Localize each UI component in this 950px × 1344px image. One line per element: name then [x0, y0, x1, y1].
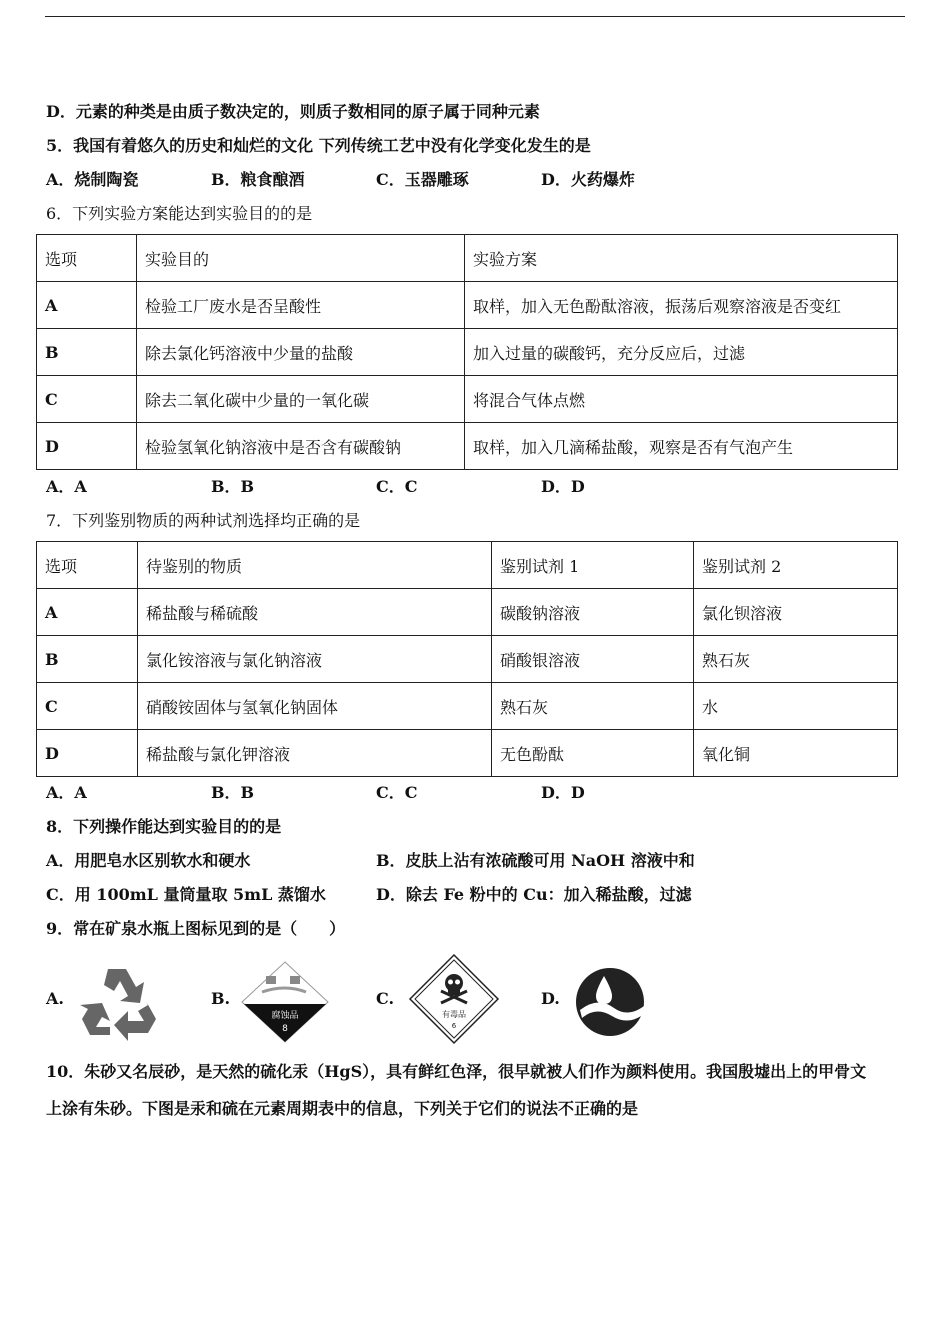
table-cell: C: [37, 683, 138, 730]
table-row: [37, 329, 898, 376]
table-cell: B: [37, 636, 138, 683]
toxic-icon: [408, 953, 500, 1045]
table-cell: D: [37, 730, 138, 777]
corrosive-icon: [240, 960, 330, 1044]
table-cell: 稀盐酸与氯化钾溶液: [138, 730, 492, 777]
table-cell: C: [37, 376, 137, 423]
table-header-cell: 实验方案: [465, 235, 898, 282]
q7-option-d: D．D: [541, 783, 585, 802]
q7-stem: 7．下列鉴别物质的两种试剂选择均正确的是: [46, 511, 361, 530]
q6-option-a: A．A: [46, 477, 87, 496]
table-cell: 除去二氧化碳中少量的一氧化碳: [137, 376, 465, 423]
q9-label-a: A.: [46, 989, 64, 1008]
q9-label-c: C.: [376, 989, 395, 1008]
q4-option-d: D．元素的种类是由质子数决定的，则质子数相同的原子属于同种元素: [46, 102, 540, 121]
q8-option-d: D．除去 Fe 粉中的 Cu：加入稀盐酸，过滤: [376, 885, 692, 904]
q5-stem: 5．我国有着悠久的历史和灿烂的文化 下列传统工艺中没有化学变化发生的是: [46, 136, 591, 155]
table-row: [37, 683, 898, 730]
toxic-text: 有毒品: [442, 1010, 466, 1019]
table-cell: 氧化铜: [694, 730, 898, 777]
table-cell: 取样，加入几滴稀盐酸，观察是否有气泡产生: [465, 423, 898, 470]
q9-label-d: D.: [541, 989, 560, 1008]
table-cell: 无色酚酞: [492, 730, 694, 777]
q6-table: [36, 234, 898, 470]
table-cell: 硝酸银溶液: [492, 636, 694, 683]
q9-label-b: B.: [211, 989, 231, 1008]
table-row: [37, 589, 898, 636]
q6-option-b: B．B: [211, 477, 255, 496]
table-header-cell: 鉴别试剂 2: [694, 542, 898, 589]
table-header-cell: 选项: [37, 235, 137, 282]
q5-option-c: C．玉器雕琢: [376, 170, 469, 189]
q7-option-c: C．C: [376, 783, 418, 802]
q7-option-a: A．A: [46, 783, 87, 802]
q5-option-d: D．火药爆炸: [541, 170, 635, 189]
table-row: [37, 282, 898, 329]
q8-option-c: C．用 100mL 量筒量取 5mL 蒸馏水: [46, 885, 326, 904]
q6-stem: 6．下列实验方案能达到实验目的的是: [46, 204, 313, 223]
table-cell: 氯化铵溶液与氯化钠溶液: [138, 636, 492, 683]
water-saving-icon: [574, 962, 646, 1040]
table-cell: 检验工厂废水是否呈酸性: [137, 282, 465, 329]
q8-option-a: A．用肥皂水区别软水和硬水: [46, 851, 251, 870]
table-cell: D: [37, 423, 137, 470]
q10-line-1: 10．朱砂又名辰砂，是天然的硫化汞（HgS），具有鲜红色泽，很早就被人们作为颜料使用。我国殷墟出上的甲骨文: [46, 1062, 867, 1081]
q8-option-b: B．皮肤上沾有浓硫酸可用 NaOH 溶液中和: [376, 851, 695, 870]
table-header-cell: 待鉴别的物质: [138, 542, 492, 589]
q5-option-b: B．粮食酿酒: [211, 170, 305, 189]
table-row: [37, 730, 898, 777]
table-cell: 除去氯化钙溶液中少量的盐酸: [137, 329, 465, 376]
q6-option-d: D．D: [541, 477, 585, 496]
q8-stem: 8．下列操作能达到实验目的的是: [46, 817, 282, 836]
table-header-cell: 鉴别试剂 1: [492, 542, 694, 589]
table-cell: A: [37, 589, 138, 636]
table-cell: 检验氢氧化钠溶液中是否含有碳酸钠: [137, 423, 465, 470]
recycle-icon: [74, 959, 170, 1043]
table-cell: 熟石灰: [694, 636, 898, 683]
table-header-cell: 实验目的: [137, 235, 465, 282]
table-row: [37, 376, 898, 423]
table-row: [37, 636, 898, 683]
header-rule: [45, 16, 905, 17]
table-cell: 水: [694, 683, 898, 730]
table-cell: 碳酸钠溶液: [492, 589, 694, 636]
table-header-row: [37, 235, 898, 282]
corrosive-text: 腐蚀品: [271, 1011, 299, 1021]
q6-option-c: C．C: [376, 477, 418, 496]
corrosive-class: 8: [282, 1024, 288, 1034]
q10-line-2: 上涂有朱砂。下图是汞和硫在元素周期表中的信息，下列关于它们的说法不正确的是: [46, 1099, 639, 1118]
table-cell: A: [37, 282, 137, 329]
q7-option-b: B．B: [211, 783, 255, 802]
toxic-class: 6: [451, 1022, 457, 1030]
table-cell: 熟石灰: [492, 683, 694, 730]
q9-stem: 9．常在矿泉水瓶上图标见到的是（ ）: [46, 919, 346, 938]
q5-option-a: A．烧制陶瓷: [46, 170, 139, 189]
table-row: [37, 423, 898, 470]
table-header-row: [37, 542, 898, 589]
table-header-cell: 选项: [37, 542, 138, 589]
table-cell: 加入过量的碳酸钙，充分反应后，过滤: [465, 329, 898, 376]
table-cell: 将混合气体点燃: [465, 376, 898, 423]
table-cell: 硝酸铵固体与氢氧化钠固体: [138, 683, 492, 730]
q7-table: [36, 541, 898, 777]
table-cell: 稀盐酸与稀硫酸: [138, 589, 492, 636]
table-cell: B: [37, 329, 137, 376]
table-cell: 取样，加入无色酚酞溶液，振荡后观察溶液是否变红: [465, 282, 898, 329]
table-cell: 氯化钡溶液: [694, 589, 898, 636]
